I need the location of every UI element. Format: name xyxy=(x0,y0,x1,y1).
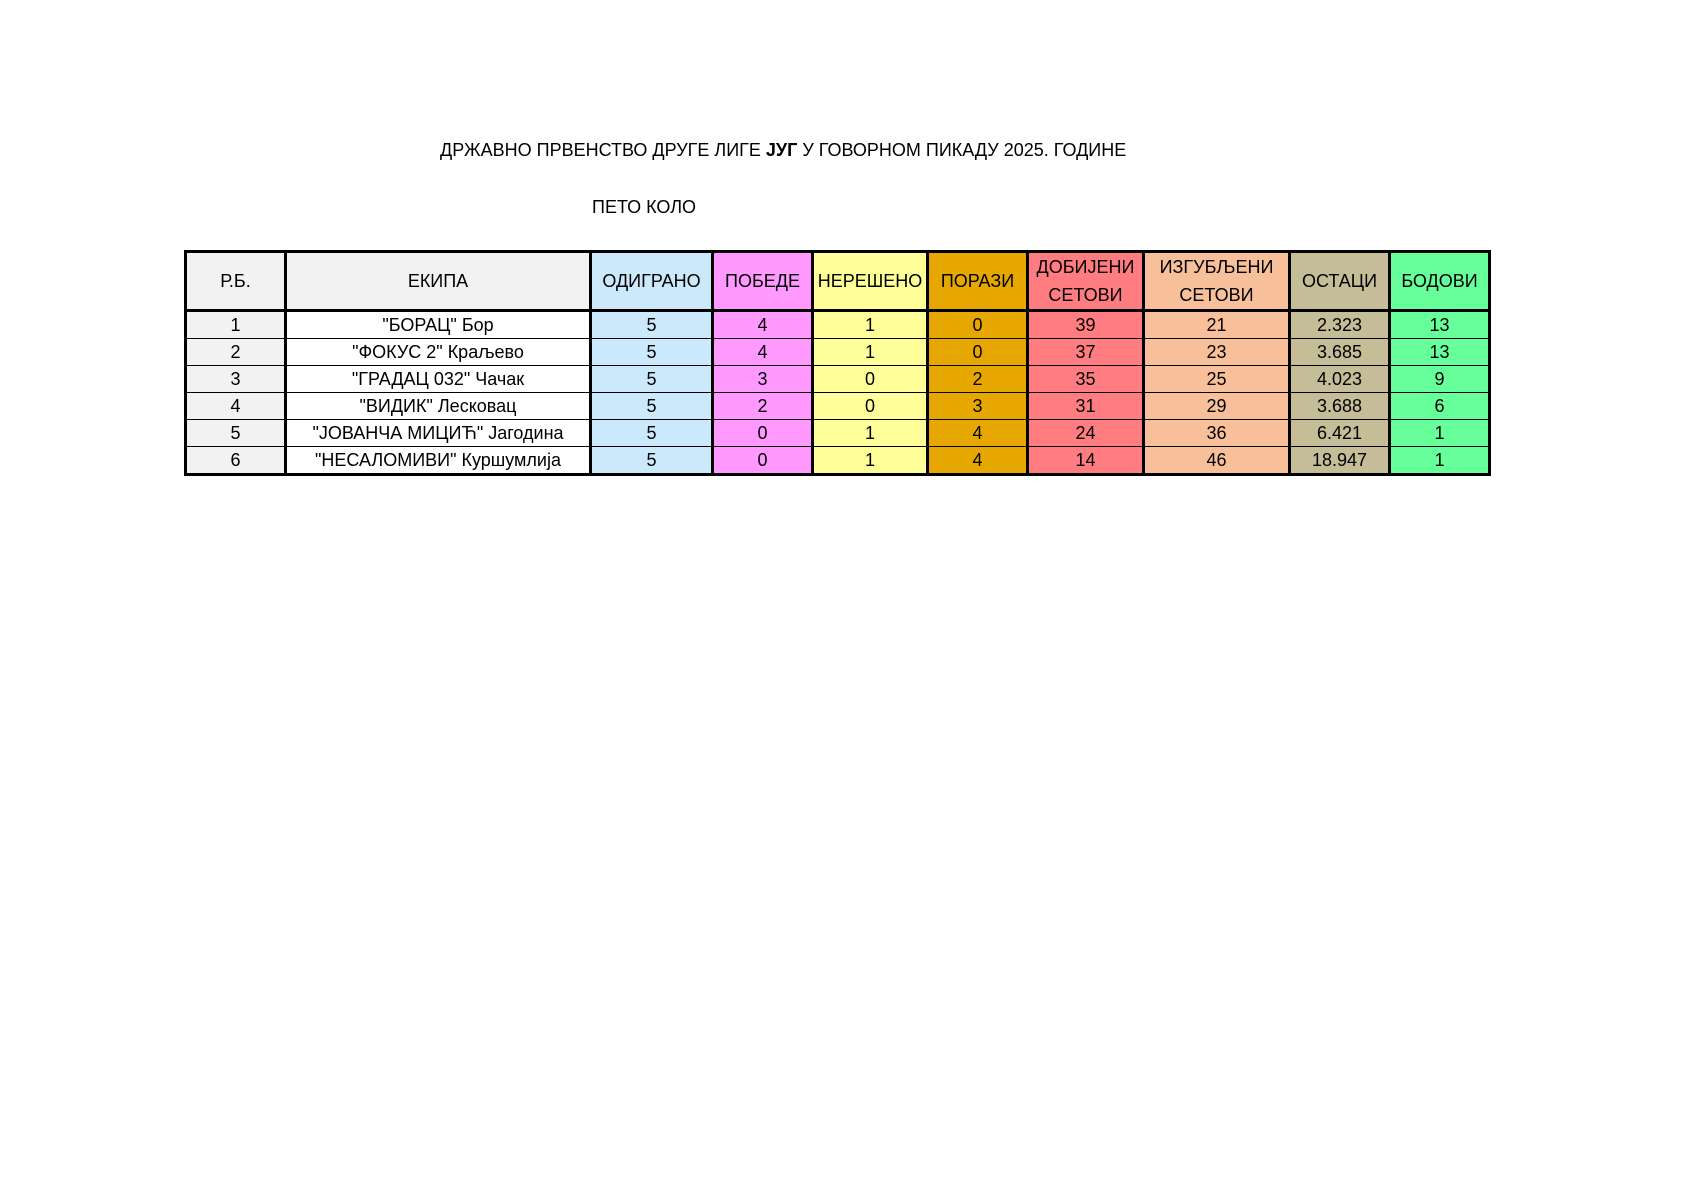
cell-rank: 3 xyxy=(186,366,286,393)
cell-team: "ГРАДАЦ 032" Чачак xyxy=(286,366,591,393)
cell-sets-won: 39 xyxy=(1028,311,1144,339)
cell-rest: 3.685 xyxy=(1290,339,1390,366)
table-row xyxy=(186,311,1490,339)
cell-draws: 0 xyxy=(813,393,928,420)
cell-sets-won: 37 xyxy=(1028,339,1144,366)
cell-points: 6 xyxy=(1390,393,1490,420)
cell-losses: 4 xyxy=(928,420,1028,447)
cell-sets-lost: 23 xyxy=(1144,339,1290,366)
header-draws: НЕРЕШЕНО xyxy=(813,252,928,311)
header-played: ОДИГРАНО xyxy=(591,252,713,311)
cell-losses: 2 xyxy=(928,366,1028,393)
cell-draws: 1 xyxy=(813,339,928,366)
cell-sets-lost: 25 xyxy=(1144,366,1290,393)
header-sets-lost: ИЗГУБЉЕНИ СЕТОВИ xyxy=(1144,252,1290,311)
cell-rank: 6 xyxy=(186,447,286,475)
cell-points: 13 xyxy=(1390,339,1490,366)
table-header-row xyxy=(186,252,1490,311)
header-losses: ПОРАЗИ xyxy=(928,252,1028,311)
page-title xyxy=(440,140,1140,161)
table-row xyxy=(186,447,1490,475)
table-row xyxy=(186,393,1490,420)
cell-played: 5 xyxy=(591,311,713,339)
cell-played: 5 xyxy=(591,420,713,447)
cell-rank: 2 xyxy=(186,339,286,366)
cell-sets-won: 31 xyxy=(1028,393,1144,420)
cell-wins: 4 xyxy=(713,311,813,339)
table-row xyxy=(186,366,1490,393)
cell-sets-lost: 46 xyxy=(1144,447,1290,475)
cell-rank: 4 xyxy=(186,393,286,420)
cell-points: 1 xyxy=(1390,447,1490,475)
cell-wins: 0 xyxy=(713,447,813,475)
header-wins: ПОБЕДЕ xyxy=(713,252,813,311)
cell-wins: 2 xyxy=(713,393,813,420)
header-rank: Р.Б. xyxy=(186,252,286,311)
round-subtitle: ПЕТО КОЛО xyxy=(592,197,697,217)
cell-points: 13 xyxy=(1390,311,1490,339)
table-row xyxy=(186,339,1490,366)
header-sets-won: ДОБИЈЕНИ СЕТОВИ xyxy=(1028,252,1144,311)
cell-wins: 0 xyxy=(713,420,813,447)
cell-points: 9 xyxy=(1390,366,1490,393)
cell-played: 5 xyxy=(591,393,713,420)
cell-losses: 0 xyxy=(928,339,1028,366)
cell-losses: 4 xyxy=(928,447,1028,475)
cell-draws: 0 xyxy=(813,366,928,393)
cell-team: "ФОКУС 2" Краљево xyxy=(286,339,591,366)
title-part-2: У ГОВОРНОМ ПИКАДУ 2025. ГОДИНЕ xyxy=(797,140,1127,160)
cell-rest: 2.323 xyxy=(1290,311,1390,339)
cell-rest: 4.023 xyxy=(1290,366,1390,393)
cell-rest: 3.688 xyxy=(1290,393,1390,420)
title-league-name: ЈУГ xyxy=(765,140,798,160)
cell-team: "ВИДИК" Лесковац xyxy=(286,393,591,420)
cell-played: 5 xyxy=(591,447,713,475)
cell-rank: 1 xyxy=(186,311,286,339)
cell-played: 5 xyxy=(591,339,713,366)
cell-wins: 4 xyxy=(713,339,813,366)
cell-losses: 3 xyxy=(928,393,1028,420)
cell-losses: 0 xyxy=(928,311,1028,339)
table-row xyxy=(186,420,1490,447)
cell-rest: 18.947 xyxy=(1290,447,1390,475)
cell-draws: 1 xyxy=(813,447,928,475)
cell-points: 1 xyxy=(1390,420,1490,447)
standings-table xyxy=(184,250,1491,476)
cell-team: "ЈОВАНЧА МИЦИЋ" Јагодина xyxy=(286,420,591,447)
header-points: БОДОВИ xyxy=(1390,252,1490,311)
cell-wins: 3 xyxy=(713,366,813,393)
cell-played: 5 xyxy=(591,366,713,393)
header-team: ЕКИПА xyxy=(286,252,591,311)
cell-team: "БОРАЦ" Бор xyxy=(286,311,591,339)
title-part-1: ДРЖАВНО ПРВЕНСТВО ДРУГЕ ЛИГЕ xyxy=(440,140,766,160)
cell-draws: 1 xyxy=(813,311,928,339)
standings-body xyxy=(186,311,1490,475)
header-rest: ОСТАЦИ xyxy=(1290,252,1390,311)
cell-sets-won: 24 xyxy=(1028,420,1144,447)
cell-rest: 6.421 xyxy=(1290,420,1390,447)
cell-sets-won: 35 xyxy=(1028,366,1144,393)
cell-team: "НЕСАЛОМИВИ" Куршумлија xyxy=(286,447,591,475)
cell-rank: 5 xyxy=(186,420,286,447)
cell-draws: 1 xyxy=(813,420,928,447)
cell-sets-lost: 36 xyxy=(1144,420,1290,447)
cell-sets-won: 14 xyxy=(1028,447,1144,475)
cell-sets-lost: 29 xyxy=(1144,393,1290,420)
cell-sets-lost: 21 xyxy=(1144,311,1290,339)
